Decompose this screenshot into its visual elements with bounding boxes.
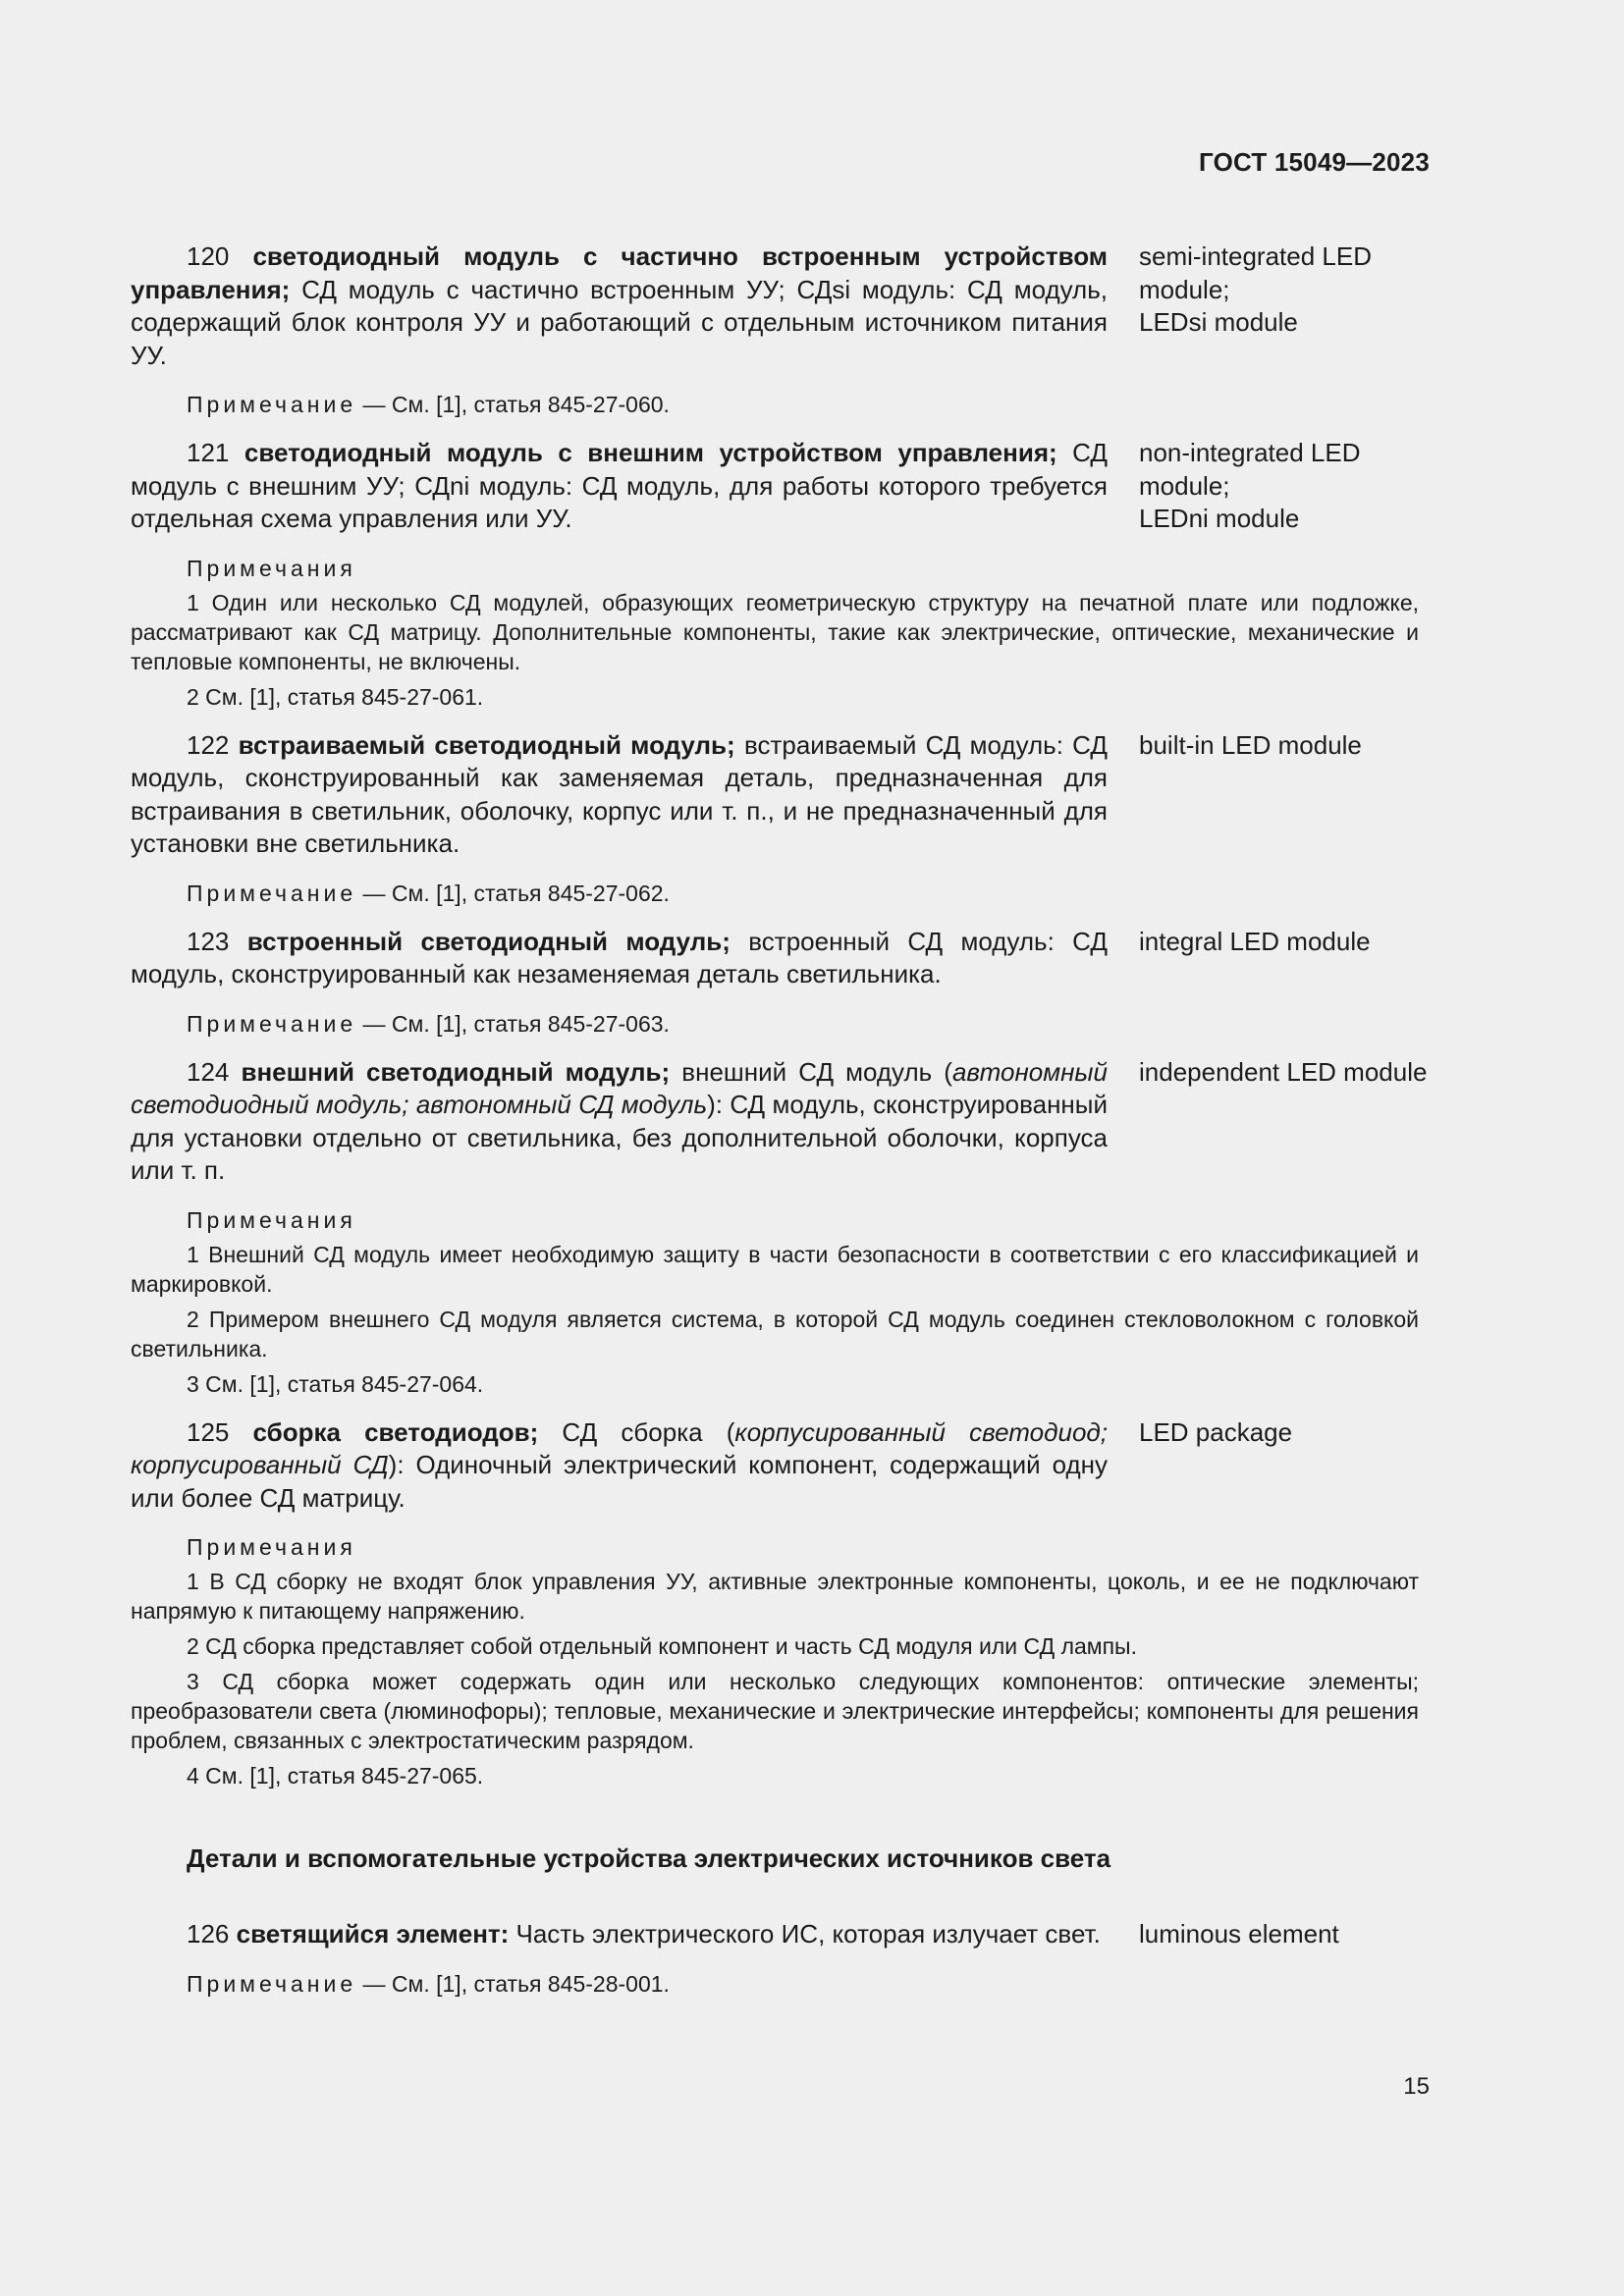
term-number: 125	[187, 1416, 230, 1447]
notes-heading	[131, 1532, 1432, 1562]
term-text: СД модуль с частично встроенным УУ; СДsi модуль: СД модуль, содержащий блок контроля УУ и работающий с отдельным источником питания УУ.	[131, 274, 1108, 370]
term-english	[1139, 1056, 1432, 1188]
term-number: 120	[187, 241, 230, 271]
term-text: ): СД модуль, сконструированный для установки отдельно от светильника, без дополнительной оболочки, корпуса или т. п.	[131, 1090, 1108, 1185]
note-text: — См. [1], статья 845-27-060.	[362, 392, 670, 417]
term-synonyms: автономный светодиодный модуль; автономный СД модуль	[131, 1056, 1108, 1119]
term-english	[1139, 1416, 1432, 1516]
term-definition	[131, 1918, 1108, 1951]
notes-heading	[131, 554, 1432, 583]
term-definition	[131, 926, 1108, 991]
english-equivalent: independent LED module	[1139, 1056, 1428, 1087]
notes-label: Примечания	[187, 555, 356, 581]
note	[131, 390, 1432, 419]
notes-label: Примечания	[187, 1206, 356, 1233]
notes-heading	[131, 1205, 1432, 1235]
english-equivalent: non-integrated LED module; LEDni module	[1139, 438, 1361, 533]
page-content	[131, 240, 1432, 2016]
note	[131, 1009, 1432, 1039]
term-definition	[131, 437, 1108, 536]
term-entry-125	[131, 1416, 1432, 1516]
term-entry-123	[131, 926, 1432, 991]
term-text: СД модуль с внешним УУ; СДni модуль: СД модуль, для работы которого требуется отдельная схема управления или УУ.	[131, 438, 1108, 533]
term-english	[1139, 1918, 1432, 1951]
section-heading: Детали и вспомогательные устройства электрических источников света	[187, 1843, 1111, 1873]
english-equivalent: LED package	[1139, 1416, 1293, 1447]
english-equivalent: integral LED module	[1139, 926, 1371, 956]
term-number: 124	[187, 1056, 230, 1087]
term-name: сборка светодиодов;	[252, 1416, 539, 1447]
note-label: Примечание	[187, 880, 357, 906]
term-synonyms: корпусированный светодиод; корпусированный СД	[131, 1416, 1108, 1479]
document-code: ГОСТ 15049—2023	[1199, 147, 1430, 177]
term-english	[1139, 240, 1432, 372]
term-number: 126	[187, 1919, 230, 1949]
term-name: встроенный светодиодный модуль;	[246, 926, 731, 956]
term-number: 122	[187, 729, 230, 760]
english-equivalent: built-in LED module	[1139, 729, 1362, 760]
term-entry-124	[131, 1056, 1432, 1188]
term-entry-122	[131, 729, 1432, 861]
notes-block	[131, 1205, 1432, 1399]
term-text: внешний СД модуль (	[670, 1056, 952, 1087]
note-label: Примечание	[187, 392, 357, 417]
term-name: встраиваемый светодиодный модуль;	[238, 729, 735, 760]
term-text: встроенный СД модуль: СД модуль, сконструированный как незаменяемая деталь светильника.	[131, 926, 1108, 988]
note-item: 2 СД сборка представляет собой отдельный компонент и часть СД модуля или СД лампы.	[187, 1633, 1137, 1659]
note-item: 1 Один или несколько СД модулей, образующих геометрическую структуру на печатной плате или подложке, рассматривают как СД матрицу. Дополнительные компоненты, такие как электрические, оптические, механические и тепловые компоненты, не включены.	[131, 589, 1419, 674]
term-text: СД сборка (	[538, 1416, 735, 1447]
note-text: — См. [1], статья 845-27-063.	[362, 1010, 670, 1037]
term-number: 121	[187, 438, 230, 467]
note	[131, 1969, 1432, 1999]
term-text: Часть электрического ИС, которая излучает свет.	[509, 1919, 1101, 1949]
term-english	[1139, 729, 1432, 861]
note-item: 3 СД сборка может содержать один или несколько следующих компонентов: оптические элементы; преобразователи света (люминофоры); тепловые, механические и электрические интерфейсы; компоненты для решения проблем, связанных с электростатическим разрядом.	[131, 1669, 1419, 1753]
term-definition	[131, 240, 1108, 372]
note	[131, 879, 1432, 908]
term-entry-121	[131, 437, 1432, 536]
note-item: 2 См. [1], статья 845-27-061.	[187, 683, 484, 710]
term-number: 123	[187, 926, 230, 956]
term-definition	[131, 729, 1108, 861]
notes-block	[131, 1532, 1432, 1790]
term-text: ): Одиночный электрический компонент, содержащий одну или более СД матрицу.	[131, 1450, 1108, 1513]
note-item: 2 Примером внешнего СД модуля является система, в которой СД модуль соединен стекловолокном с головкой светильника.	[131, 1306, 1419, 1362]
term-entry-120	[131, 240, 1432, 372]
term-name: внешний светодиодный модуль;	[241, 1056, 671, 1087]
term-definition	[131, 1416, 1108, 1516]
term-english	[1139, 437, 1432, 536]
note-item: 4 См. [1], статья 845-27-065.	[187, 1763, 484, 1789]
note-label: Примечание	[187, 1010, 357, 1037]
term-entry-126	[131, 1918, 1432, 1951]
note-item: 3 См. [1], статья 845-27-064.	[187, 1370, 484, 1397]
note-item: 1 Внешний СД модуль имеет необходимую защиту в части безопасности в соответствии с его классификацией и маркировкой.	[131, 1241, 1419, 1297]
term-name: светящийся элемент:	[236, 1919, 510, 1949]
term-name: светодиодный модуль с внешним устройством управления;	[244, 438, 1057, 467]
english-equivalent: semi-integrated LED module; LEDsi module	[1139, 241, 1372, 337]
note-text: — См. [1], статья 845-28-001.	[362, 1970, 670, 1997]
notes-block	[131, 554, 1432, 712]
note-item: 1 В СД сборку не входят блок управления УУ, активные электронные компоненты, цоколь, и ее не подключают напрямую к питающему напряжению.	[131, 1569, 1419, 1624]
english-equivalent: luminous element	[1139, 1919, 1339, 1949]
term-name: светодиодный модуль с частично встроенным устройством управления;	[131, 241, 1108, 304]
term-definition	[131, 1056, 1108, 1188]
note-text: — См. [1], статья 845-27-062.	[362, 880, 670, 906]
note-label: Примечание	[187, 1970, 357, 1997]
term-text: встраиваемый СД модуль: СД модуль, сконструированный как заменяемая деталь, предназначенная для встраивания в светильник, оболочку, корпус или т. п., и не предназначенный для установки вне светильника.	[131, 729, 1108, 858]
term-english	[1139, 926, 1432, 991]
page-number: 15	[1403, 2073, 1430, 2100]
notes-label: Примечания	[187, 1534, 356, 1560]
